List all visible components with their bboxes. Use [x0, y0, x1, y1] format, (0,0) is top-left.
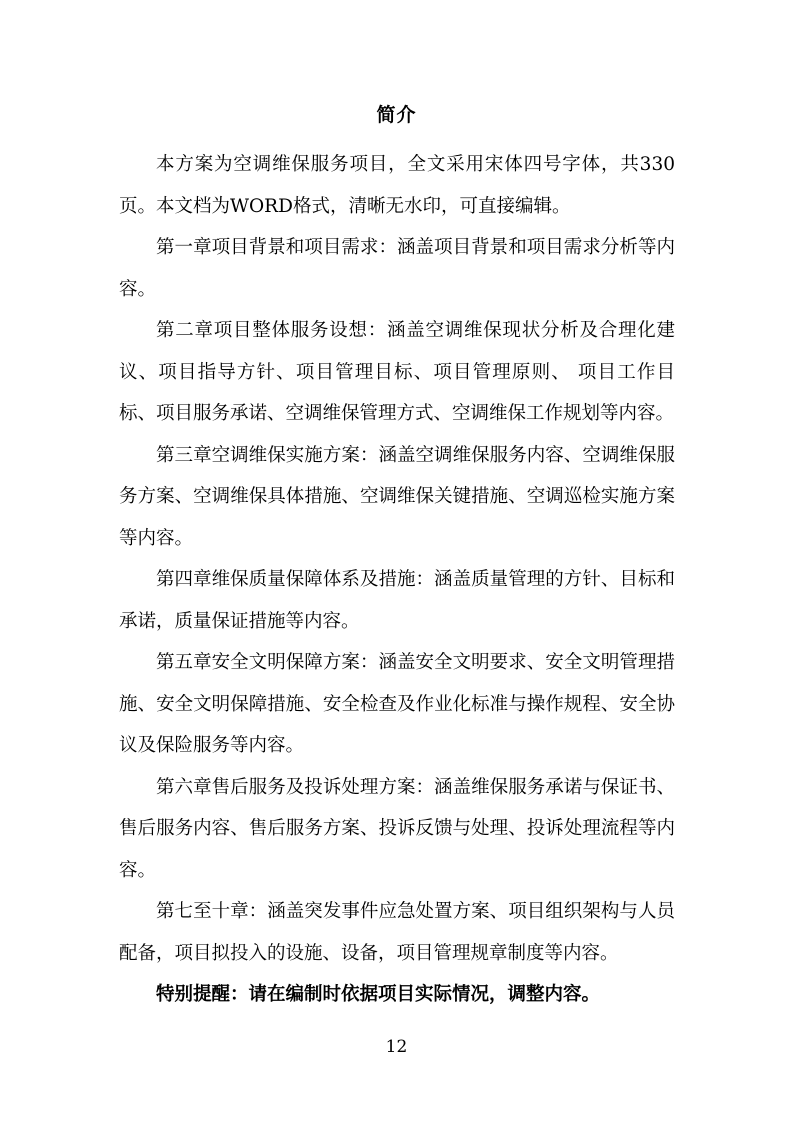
paragraph-intro: 本方案为空调维保服务项目，全文采用宋体四号字体，共330页。本文档为WORD格式，清晰无水印，可直接编辑。 — [119, 154, 675, 217]
paragraph-chapter-5: 第五章安全文明保障方案：涵盖安全文明要求、安全文明管理措施、安全文明保障措施、安全检查及作业化标准与操作规程、安全协议及保险服务等内容。 — [119, 652, 675, 756]
page-number: 12 — [385, 1037, 408, 1057]
special-reminder: 特别提醒：请在编制时依据项目实际情况，调整内容。 — [156, 984, 601, 1005]
page-title: 简介 — [376, 104, 417, 126]
paragraph-chapter-4: 第四章维保质量保障体系及措施：涵盖质量管理的方针、目标和承诺，质量保证措施等内容。 — [119, 569, 675, 632]
paragraph-chapter-7-10: 第七至十章：涵盖突发事件应急处置方案、项目组织架构与人员配备，项目拟投入的设施、设备，项目管理规章制度等内容。 — [119, 901, 675, 964]
paragraph-chapter-3: 第三章空调维保实施方案：涵盖空调维保服务内容、空调维保服务方案、空调维保具体措施、空调维保关键措施、空调巡检实施方案等内容。 — [119, 444, 675, 549]
paragraph-chapter-2: 第二章项目整体服务设想：涵盖空调维保现状分析及合理化建议、项目指导方针、项目管理目标、项目管理原则、 项目工作目标、项目服务承诺、空调维保管理方式、空调维保工作规划等内容。 — [119, 320, 675, 424]
paragraph-chapter-1: 第一章项目背景和项目需求：涵盖项目背景和项目需求分析等内容。 — [119, 237, 675, 300]
paragraph-chapter-6: 第六章售后服务及投诉处理方案：涵盖维保服务承诺与保证书、售后服务内容、售后服务方案、投诉反馈与处理、投诉处理流程等内容。 — [119, 776, 675, 881]
document-body — [119, 144, 675, 1016]
